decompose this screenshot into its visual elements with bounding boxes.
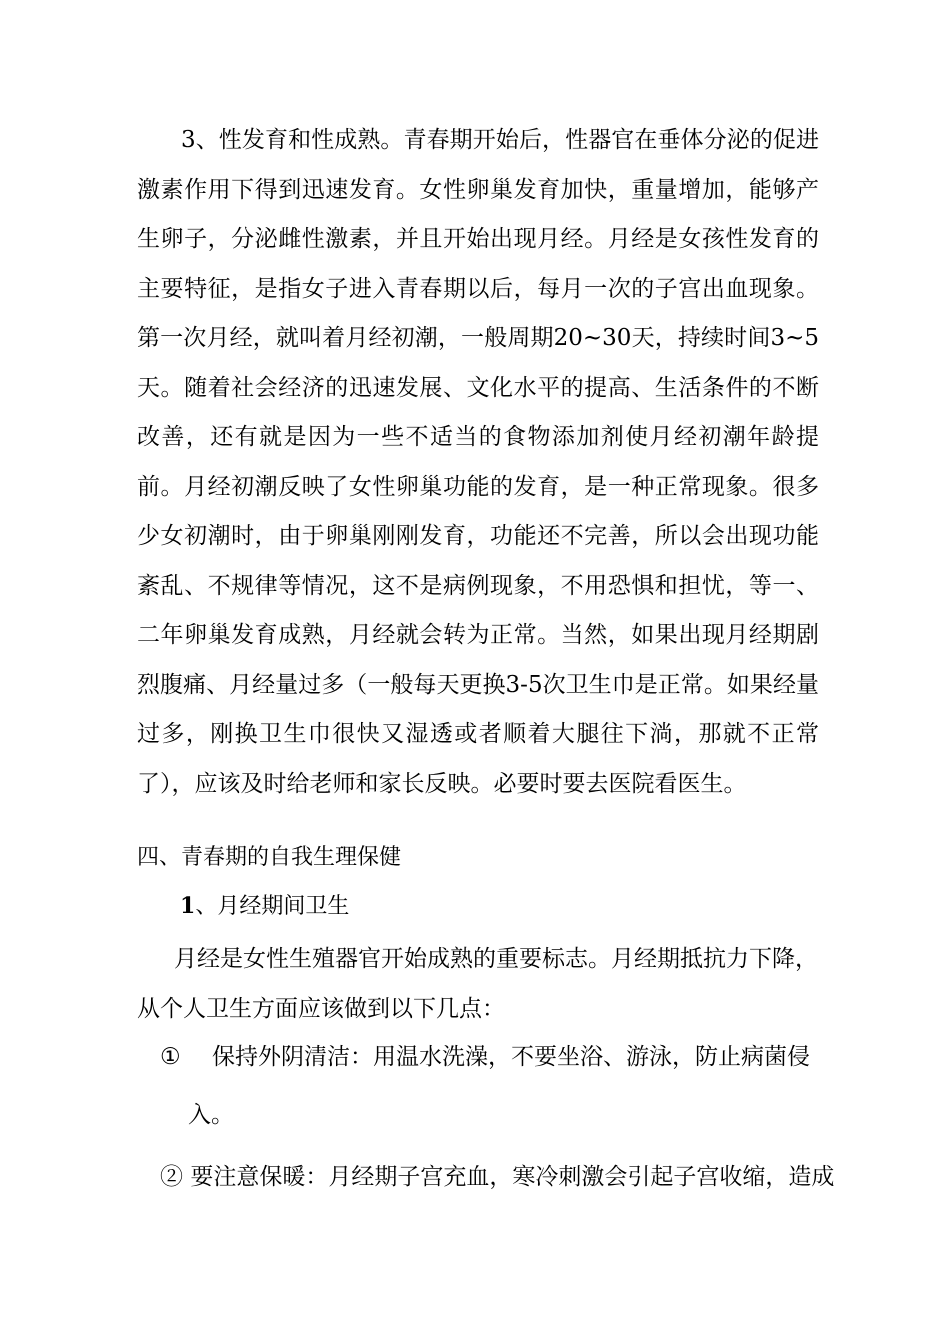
subsection-heading (180, 886, 349, 927)
list-item-2-text: 要注意保暖：月经期子宫充血，寒冷刺激会引起子宫收缩，造成 (190, 1164, 835, 1190)
intro-paragraph: 月经是女性生殖器官开始成熟的重要标志。月经期抵抗力下降，从个人卫生方面应该做到以下几点： (137, 946, 818, 1022)
paragraph-puberty-development: 3、性发育和性成熟。青春期开始后，性器官在垂体分泌的促进激素作用下得到迅速发育。女性卵巢发育加快，重量增加，能够产生卵子，分泌雌性激素，并且开始出现月经。月经是女孩性发育的主要特征，是指女子进入青春期以后，每月一次的子宫出血现象。第一次月经，就叫着月经初潮，一般周期20~30天，持续时间3~5天。随着社会经济的迅速发展、文化水平的提高、生活条件的不断改善，还有就是因为一些不适当的食物添加剂使月经初潮年龄提前。月经初潮反映了女性卵巢功能的发育，是一种正常现象。很多少女初潮时，由于卵巢刚刚发育，功能还不完善，所以会出现功能紊乱、不规律等情况，这不是病例现象，不用恐惧和担忧，等一、二年卵巢发育成熟，月经就会转为正常。当然，如果出现月经期剧烈腹痛、月经量过多（一般每天更换3-5次卫生巾是正常。如果经量过多，刚换卫生巾很快又湿透或者顺着大腿往下淌，那就不正常了），应该及时给老师和家长反映。必要时要去医院看医生。 (137, 127, 819, 797)
list-item-1-continuation: 入。 (188, 1102, 234, 1128)
subsection-title: 、月经期间卫生 (195, 894, 350, 919)
list-item-1-text: 保持外阴清洁：用温水洗澡，不要坐浴、游泳，防止病菌侵 (212, 1044, 810, 1070)
list-item-2 (160, 1152, 834, 1202)
list-item-2-marker: ② (160, 1164, 183, 1190)
list-item-1-marker: ① (160, 1044, 181, 1070)
subsection-number: 1 (180, 893, 196, 919)
section-heading: 四、青春期的自我生理保健 (137, 845, 402, 870)
